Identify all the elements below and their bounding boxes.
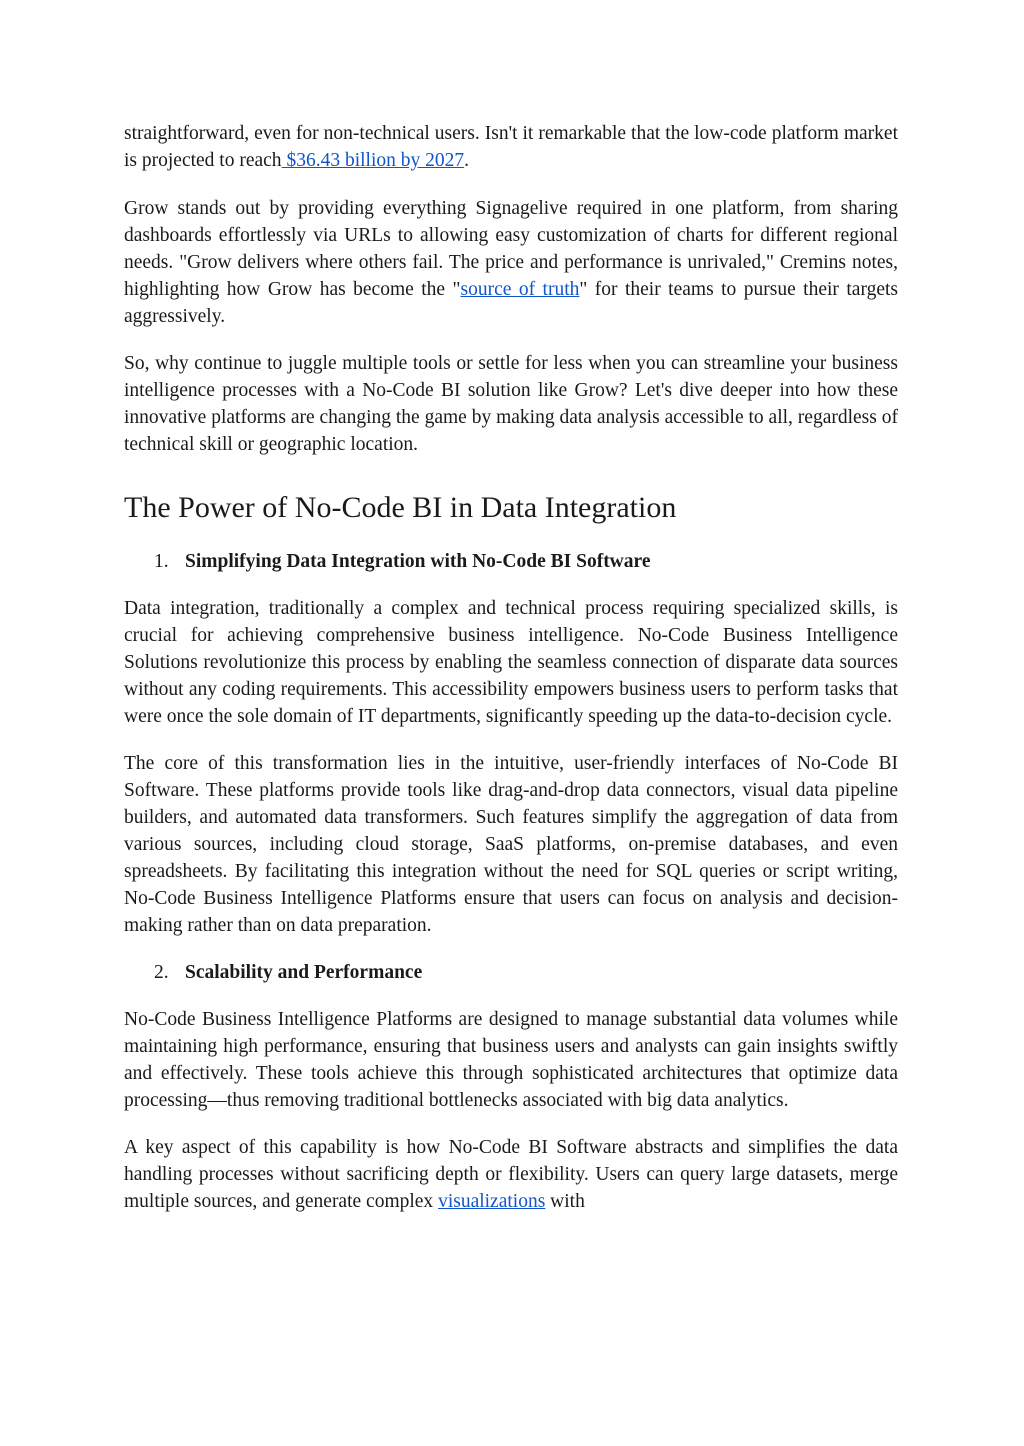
document-page	[124, 120, 898, 1235]
subheading-number: 2.	[154, 962, 169, 983]
paragraph-key-aspect-text: A key aspect of this capability is how No-Code BI Software abstracts and simplifies the data handling processes without sacrificing depth or flexibility. Users can query large datasets, merge multiple sources, and generate complex	[124, 1137, 898, 1212]
paragraph-grow-text: Grow stands out by providing everything Signagelive required in one platform, from sharing dashboards effortlessly via URLs to allowing easy customization of charts for different regional needs. "Grow delivers where others fail. The price and performance is unrivaled," Cremins notes, highlighting how Grow has become the "	[124, 198, 898, 300]
subheading-scalability	[124, 959, 898, 986]
paragraph-key-aspect	[124, 1134, 898, 1215]
paragraph-why: So, why continue to juggle multiple tools or settle for less when you can streamline your business intelligence processes with a No-Code BI solution like Grow? Let's dive deeper into how these innovative platforms are changing the game by making data analysis accessible to all, regardless of technical skill or geographic location.	[124, 353, 898, 455]
source-of-truth-link[interactable]: source of truth	[460, 279, 580, 300]
paragraph-data-integration: Data integration, traditionally a complex and technical process requiring specialized skills, is crucial for achieving comprehensive business intelligence. No-Code Business Intelligence Solutions revolutionize this process by enabling the seamless connection of disparate data sources without any coding requirements. This accessibility empowers business users to perform tasks that were once the sole domain of IT departments, significantly speeding up the data-to-decision cycle.	[124, 598, 898, 727]
paragraph-scalability: No-Code Business Intelligence Platforms are designed to manage substantial data volumes while maintaining high performance, ensuring that business users and analysts can gain insights swiftly and effectively. These tools achieve this through sophisticated architectures that optimize data processing—thus removing traditional bottlenecks associated with big data analytics.	[124, 1009, 898, 1111]
subheading-title: Scalability and Performance	[185, 962, 423, 983]
paragraph-grow	[124, 195, 898, 330]
paragraph-grow-end: " for their teams to pursue their targets aggressively.	[124, 279, 898, 327]
paragraph-core-transformation: The core of this transformation lies in the intuitive, user-friendly interfaces of No-Code BI Software. These platforms provide tools like drag-and-drop data connectors, visual data pipeline builders, and automated data transformers. Such features simplify the aggregation of data from various sources, including cloud storage, SaaS platforms, on-premise databases, and even spreadsheets. By facilitating this integration without the need for SQL queries or script writing, No-Code Business Intelligence Platforms ensure that users can focus on analysis and decision-making rather than on data preparation.	[124, 753, 898, 936]
subheading-number: 1.	[154, 551, 169, 572]
subheading-data-integration	[124, 548, 898, 575]
paragraph-intro	[124, 120, 898, 174]
subheading-title: Simplifying Data Integration with No-Code BI Software	[185, 551, 651, 572]
paragraph-intro-end: .	[464, 150, 469, 171]
section-heading: The Power of No-Code BI in Data Integration	[124, 491, 677, 524]
paragraph-key-aspect-end: with	[545, 1191, 585, 1212]
visualizations-link[interactable]: visualizations	[438, 1191, 546, 1212]
market-size-link[interactable]: $36.43 billion by 2027	[281, 150, 465, 171]
paragraph-intro-text: straightforward, even for non-technical users. Isn't it remarkable that the low-code platform market is projected to reach	[124, 123, 898, 171]
